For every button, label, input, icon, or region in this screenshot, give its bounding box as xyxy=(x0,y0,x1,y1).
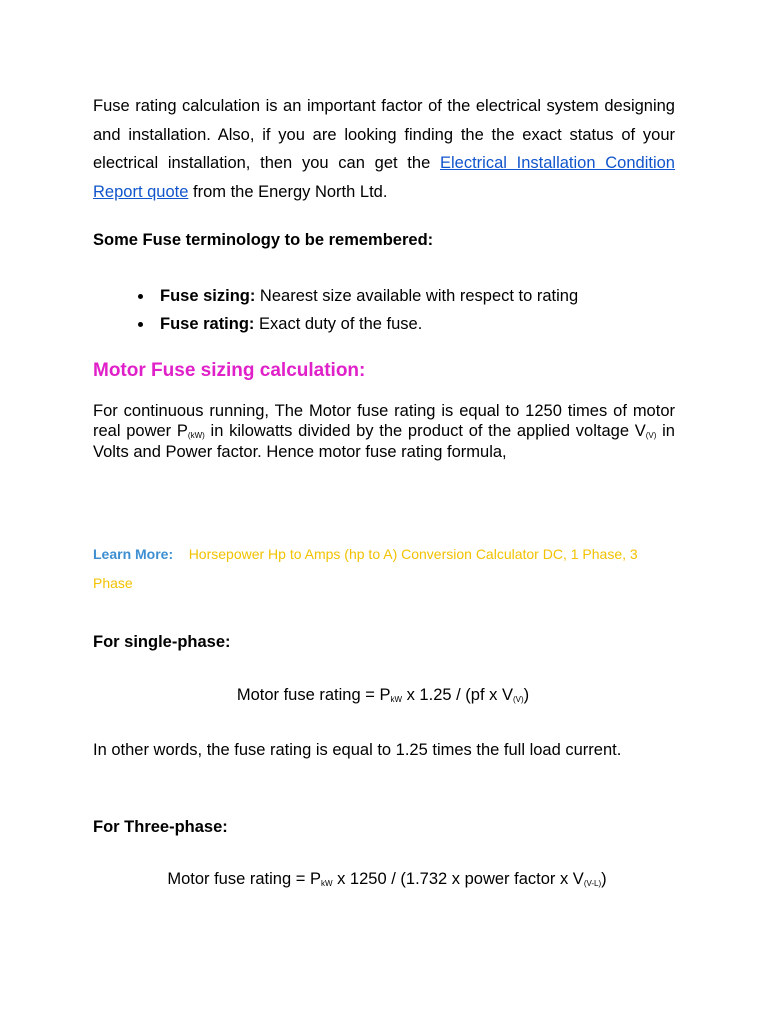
terminology-list xyxy=(135,282,578,338)
formula-subscript: (V) xyxy=(512,695,524,704)
body-text: For continuous running, The Motor fuse rating is equal to 1250 times of motor real power P xyxy=(93,402,675,441)
terminology-heading: Some Fuse terminology to be remembered: xyxy=(93,231,434,249)
list-item xyxy=(135,282,578,310)
intro-text-before-link: Fuse rating calculation is an important factor of the electrical system designing and installation. Also, if you are looking finding the the exact status of your electrical installation, then you can get the xyxy=(93,97,675,173)
power-subscript: (kW) xyxy=(187,431,205,441)
voltage-subscript: (V) xyxy=(645,431,657,441)
intro-text-after-link: from the Energy North Ltd. xyxy=(188,182,388,201)
body-text: in Volts and Power factor. Hence motor fuse rating formula, xyxy=(93,422,675,461)
learn-more-callout xyxy=(93,540,653,598)
term-label: Fuse sizing: xyxy=(160,287,256,305)
bullet-icon xyxy=(138,294,143,299)
body-text: in kilowatts divided by the product of the applied voltage V xyxy=(204,422,646,441)
three-phase-formula xyxy=(3,870,768,889)
term-label: Fuse rating: xyxy=(160,315,255,333)
formula-text: x 1.25 / (pf x V xyxy=(402,686,513,704)
bullet-icon xyxy=(138,322,143,327)
motor-fuse-paragraph xyxy=(93,401,675,462)
intro-paragraph xyxy=(93,92,675,206)
single-phase-formula xyxy=(0,686,767,705)
formula-subscript: kW xyxy=(320,879,333,888)
formula-text: x 1250 / (1.732 x power factor x V xyxy=(332,870,584,888)
term-definition: Nearest size available with respect to rating xyxy=(255,287,579,305)
list-item xyxy=(135,310,578,338)
formula-text: ) xyxy=(523,686,530,704)
learn-more-label: Learn More: xyxy=(93,546,174,562)
formula-text: Motor fuse rating = P xyxy=(167,870,321,888)
formula-text: Motor fuse rating = P xyxy=(236,686,391,704)
eicr-quote-link[interactable]: Electrical Installation Condition Report quote xyxy=(93,154,675,201)
hp-to-amps-link[interactable]: Horsepower Hp to Amps (hp to A) Conversion Calculator DC, 1 Phase, 3 Phase xyxy=(93,546,638,591)
three-phase-heading: For Three-phase: xyxy=(93,818,228,836)
formula-text: ) xyxy=(601,870,607,888)
formula-subscript: (V-L) xyxy=(583,879,602,888)
term-definition: Exact duty of the fuse. xyxy=(254,315,423,333)
section-title: Motor Fuse sizing calculation: xyxy=(93,360,366,381)
single-phase-note: In other words, the fuse rating is equal to 1.25 times the full load current. xyxy=(93,741,622,759)
formula-subscript: kW xyxy=(390,695,403,704)
single-phase-heading: For single-phase: xyxy=(93,633,231,651)
